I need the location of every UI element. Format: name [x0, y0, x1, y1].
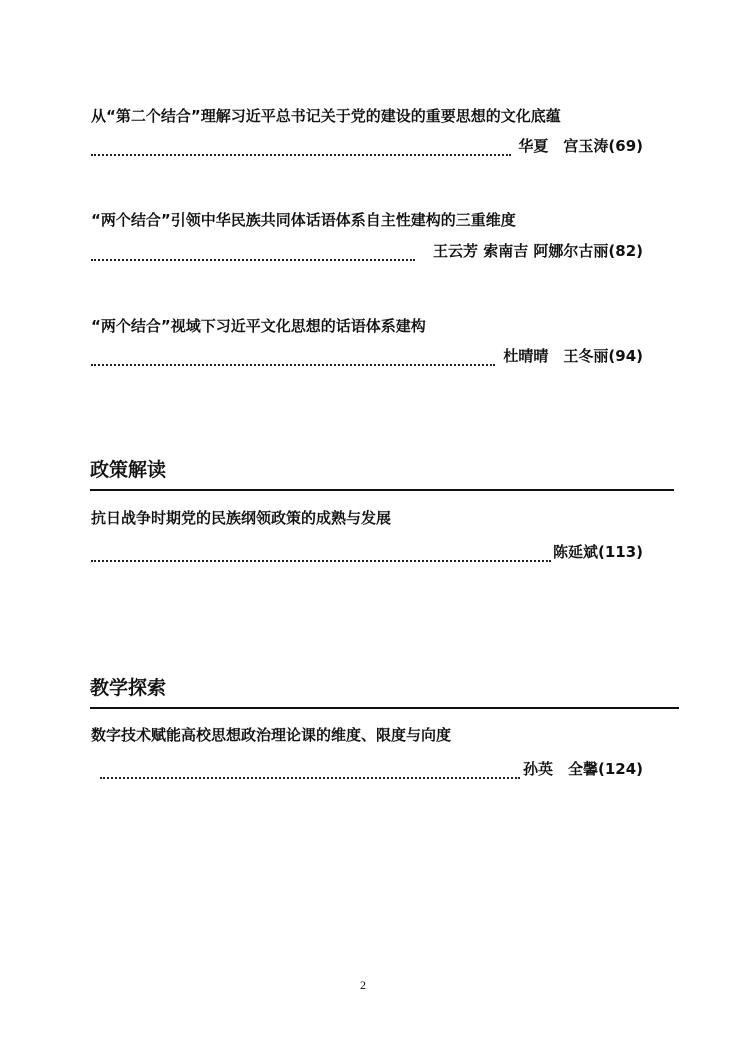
page-number: 2	[360, 978, 366, 992]
toc-entry-title: “两个结合”视域下习近平文化思想的话语体系建构	[91, 317, 426, 335]
toc-entry-authors: 孙英 全馨(124)	[522, 760, 643, 778]
toc-entry-title: 从“第二个结合”理解习近平总书记关于党的建设的重要思想的文化底蕴	[91, 107, 561, 125]
toc-entry-authors: 王云芳 索南吉 阿娜尔古丽(82)	[432, 242, 643, 260]
section-divider	[90, 707, 679, 709]
section-heading: 教学探索	[90, 677, 167, 699]
toc-entry-title: 抗日战争时期党的民族纲领政策的成熟与发展	[91, 509, 392, 527]
toc-entry-authors: 华夏 宫玉涛(69)	[518, 137, 643, 155]
section-divider	[90, 489, 674, 491]
dot-leader	[91, 136, 511, 156]
dot-leader	[100, 759, 520, 779]
toc-entry-authors: 杜晴晴 王冬丽(94)	[503, 347, 643, 365]
dot-leader	[91, 346, 495, 366]
toc-entry-title: “两个结合”引领中华民族共同体话语体系自主性建构的三重维度	[91, 211, 516, 229]
toc-entry-authors: 陈延斌(113)	[552, 543, 643, 561]
dot-leader	[91, 241, 415, 261]
dot-leader	[91, 542, 551, 562]
section-heading: 政策解读	[90, 459, 167, 481]
toc-entry-title: 数字技术赋能高校思想政治理论课的维度、限度与向度	[91, 726, 452, 744]
